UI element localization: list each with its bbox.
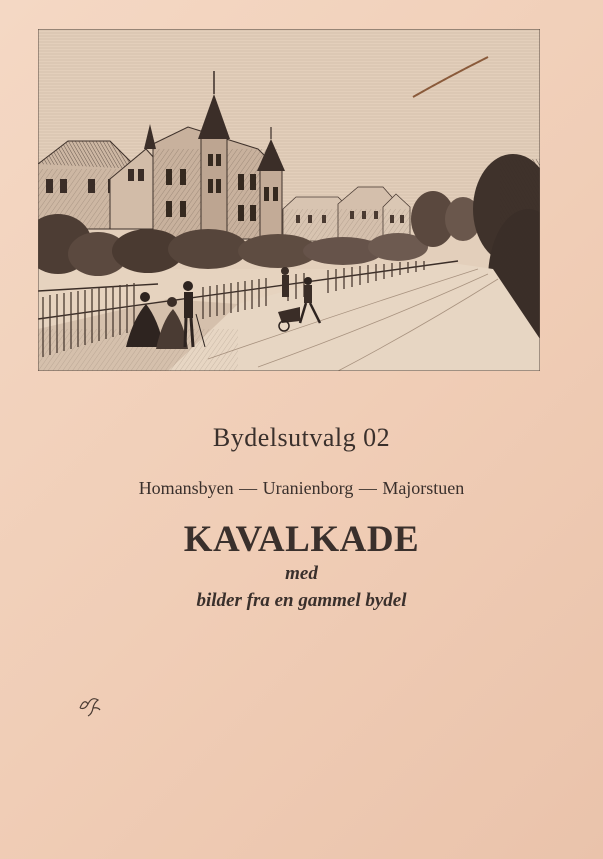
handwritten-signature-mark (76, 690, 106, 720)
connector-word: med (285, 563, 318, 584)
book-title: KAVALKADE (183, 519, 420, 560)
cover-illustration (38, 29, 540, 371)
committee-title: Bydelsutvalg 02 (212, 423, 391, 452)
district-names: Homansbyen — Uranienborg — Majorstuen (138, 478, 465, 498)
book-subtitle: bilder fra en gammel bydel (196, 590, 407, 611)
